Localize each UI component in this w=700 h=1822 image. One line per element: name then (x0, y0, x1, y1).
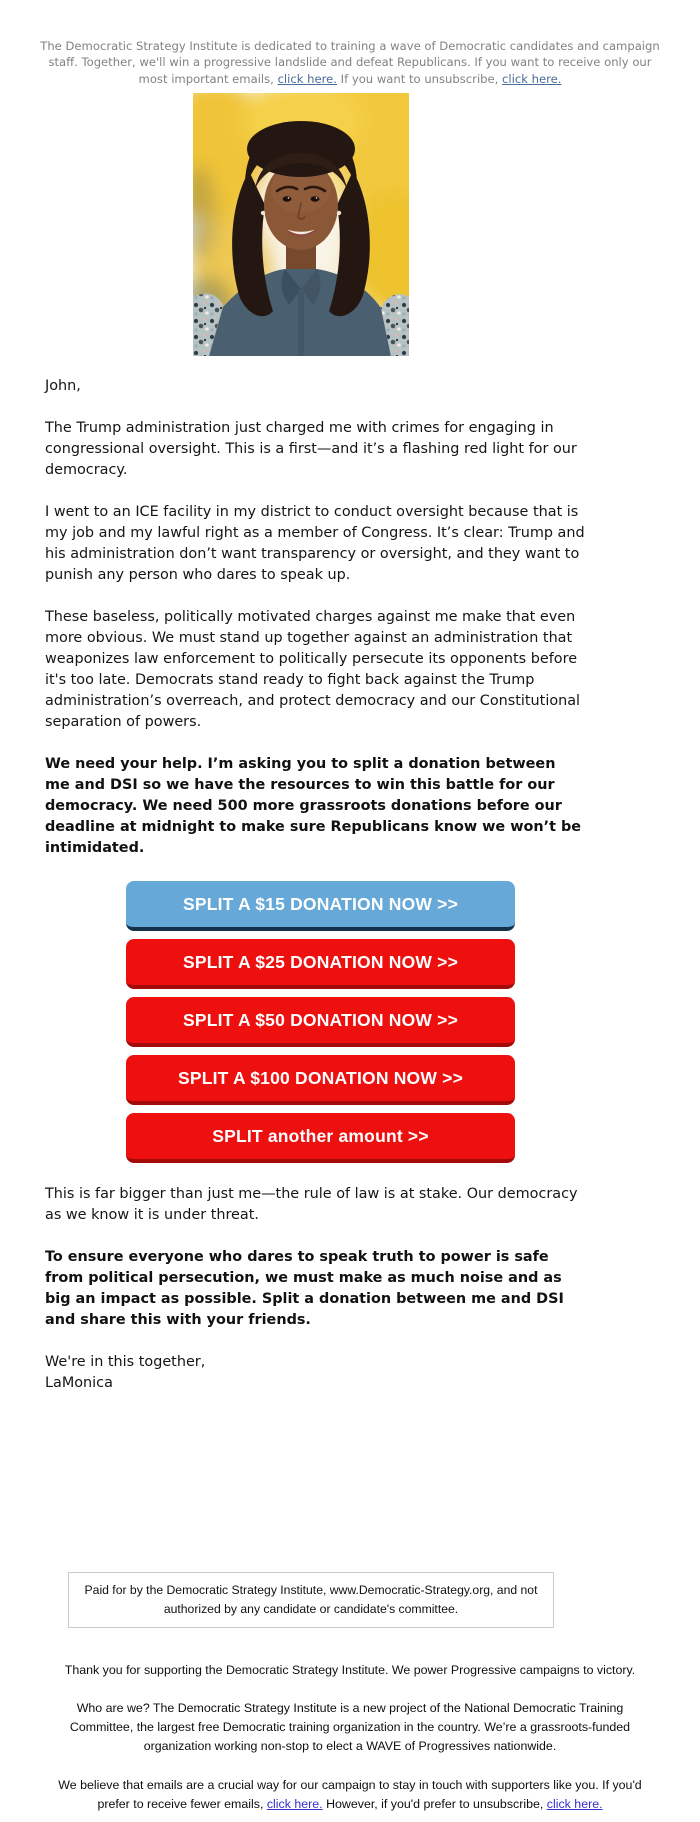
donation-buttons (45, 881, 585, 1163)
paragraph-baseless-charges: These baseless, politically motivated charges against me make that even more obvious. We must stand up together against an administration that weaponizes law enforcement to politically persecute its opponents before it's too late. Democrats stand ready to fight back against the Trump administration’s overreach, and protect democracy and our Constitutional separation of powers. (45, 609, 581, 731)
paragraph-bigger-than-me: This is far bigger than just me—the rule of law is at stake. Our democracy as we know it is under threat. (45, 1186, 578, 1224)
paragraph-ask: We need your help. I’m asking you to split a donation between me and DSI so we have the resources to win this battle for our democracy. We need 500 more grassroots donations before our deadline at midnight to make sure Republicans know we won’t be intimidated. (45, 756, 582, 857)
footer-who-we-are: Who are we? The Democratic Strategy Institute is a new project of the National Democratic Training Committee, the largest free Democratic training organization in the country. We’re a grassroots-funded organization working non-stop to elect a WAVE of Progressives nationwide. (69, 1701, 631, 1754)
paragraph-make-noise: To ensure everyone who dares to speak truth to power is safe from political persecution, we must make as much noise and as big an impact as possible. Split a donation between me and DSI and share this with your friends. (45, 1249, 564, 1329)
greeting: John, (45, 378, 81, 395)
fewer-emails-link-top[interactable]: click here. (277, 71, 337, 86)
split-25-donation-button[interactable]: SPLIT A $25 DONATION NOW >> (126, 939, 515, 989)
preheader-text-1: The Democratic Strategy Institute is dedicated to training a wave of Democratic candidates and campaign staff. Together, we'll win a progressive landslide and defeat Republicans. If you want to receive only our most important emails, (40, 39, 660, 86)
footer-thanks: Thank you for supporting the Democratic Strategy Institute. We power Progressive campaigns to victory. (64, 1663, 636, 1678)
unsubscribe-link-top[interactable]: click here. (502, 71, 562, 86)
closing-signature: LaMonica (45, 1375, 113, 1392)
split-15-donation-button[interactable]: SPLIT A $15 DONATION NOW >> (126, 881, 515, 931)
paragraph-charged: The Trump administration just charged me with crimes for engaging in congressional oversight. This is a first—and it’s a flashing red light for our democracy. (45, 420, 577, 479)
fewer-emails-link-bottom[interactable]: click here. (266, 1797, 323, 1812)
closing-signoff: We're in this together, (45, 1354, 206, 1371)
letter-copy (45, 376, 585, 1394)
closing (45, 1352, 585, 1394)
paragraph-ice-facility: I went to an ICE facility in my district to conduct oversight because that is my job and my lawful right as a member of Congress. It’s clear: Trump and his administration don’t want transparency or oversight, and they want to punish any person who dares to speak up. (45, 504, 585, 584)
split-other-amount-button[interactable]: SPLIT another amount >> (126, 1113, 515, 1163)
split-100-donation-button[interactable]: SPLIT A $100 DONATION NOW >> (126, 1055, 515, 1105)
paid-for-disclaimer-box: Paid for by the Democratic Strategy Institute, www.Democratic-Strategy.org, and not authorized by any candidate or candidate's committee. (68, 1572, 554, 1628)
unsubscribe-link-bottom[interactable]: click here. (546, 1797, 603, 1812)
footer-email-preferences (0, 1776, 700, 1822)
preheader (0, 0, 700, 87)
preheader-text-2: If you want to unsubscribe, (336, 71, 503, 86)
footer (0, 1572, 700, 1822)
footer-emails-text-2: However, if you'd prefer to unsubscribe, (322, 1797, 547, 1812)
portrait-photo (193, 93, 409, 356)
split-50-donation-button[interactable]: SPLIT A $50 DONATION NOW >> (126, 997, 515, 1047)
footer-emails-text-1: We believe that emails are a crucial way for our campaign to stay in touch with supporters like you. If you'd prefer to receive fewer emails, (58, 1778, 642, 1812)
